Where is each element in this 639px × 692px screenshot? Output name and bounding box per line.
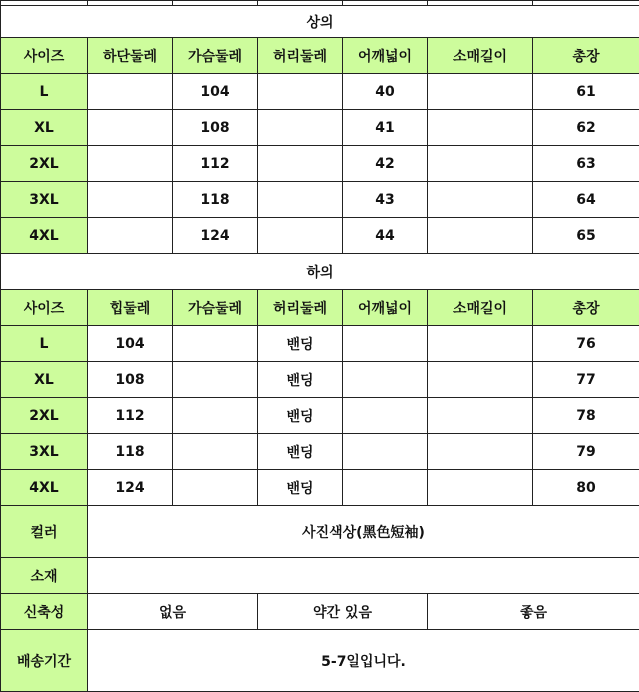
table-cell (428, 182, 533, 218)
table-cell (258, 182, 343, 218)
table-cell: 79 (533, 434, 639, 470)
table-cell: 밴딩 (258, 434, 343, 470)
table-cell (88, 110, 173, 146)
material-row (1, 558, 639, 594)
table-row (1, 218, 639, 254)
table-cell (88, 182, 173, 218)
table-row (1, 470, 639, 506)
table-cell (428, 110, 533, 146)
table-cell: 78 (533, 398, 639, 434)
size-cell: XL (1, 110, 88, 146)
table-row (1, 182, 639, 218)
table-row (1, 110, 639, 146)
size-cell: 4XL (1, 470, 88, 506)
table-cell (88, 218, 173, 254)
size-cell: 2XL (1, 146, 88, 182)
stretch-option-none: 없음 (88, 594, 258, 630)
table-cell: 118 (88, 434, 173, 470)
column-header: 사이즈 (1, 290, 88, 326)
table-cell: 밴딩 (258, 326, 343, 362)
table-cell: 65 (533, 218, 639, 254)
shipping-value: 5-7일입니다. (88, 630, 639, 692)
table-cell (173, 470, 258, 506)
table-cell: 118 (173, 182, 258, 218)
table-cell (343, 362, 428, 398)
table-cell (258, 74, 343, 110)
table-cell: 108 (88, 362, 173, 398)
table-cell: 108 (173, 110, 258, 146)
table-cell: 63 (533, 146, 639, 182)
table-cell: 77 (533, 362, 639, 398)
table-cell: 41 (343, 110, 428, 146)
table-cell: 104 (173, 74, 258, 110)
table-cell: 80 (533, 470, 639, 506)
table-cell (258, 218, 343, 254)
table-cell (343, 326, 428, 362)
table-cell (343, 470, 428, 506)
column-header: 총장 (533, 38, 639, 74)
table-row (1, 398, 639, 434)
table-cell (428, 146, 533, 182)
table-cell: 밴딩 (258, 398, 343, 434)
table-row (1, 362, 639, 398)
color-label: 컬러 (1, 506, 88, 558)
column-header: 어깨넓이 (343, 290, 428, 326)
table-cell: 밴딩 (258, 362, 343, 398)
color-row (1, 506, 639, 558)
size-cell: 3XL (1, 182, 88, 218)
table-cell: 124 (88, 470, 173, 506)
stretch-row (1, 594, 639, 630)
table-cell (173, 326, 258, 362)
column-header: 허리둘레 (258, 38, 343, 74)
table-cell (258, 146, 343, 182)
table-cell (88, 146, 173, 182)
table-cell: 44 (343, 218, 428, 254)
table-row (1, 146, 639, 182)
bottoms-title-row (1, 254, 639, 290)
column-header: 소매길이 (428, 290, 533, 326)
bottoms-header-row (1, 290, 639, 326)
size-cell: 4XL (1, 218, 88, 254)
table-cell (428, 218, 533, 254)
table-row (1, 74, 639, 110)
size-cell: L (1, 74, 88, 110)
table-cell (428, 326, 533, 362)
table-cell (173, 362, 258, 398)
table-cell (173, 398, 258, 434)
shipping-label: 배송기간 (1, 630, 88, 692)
table-cell (428, 434, 533, 470)
table-cell: 밴딩 (258, 470, 343, 506)
shipping-row (1, 630, 639, 692)
stretch-option-good: 좋음 (428, 594, 639, 630)
table-cell (173, 434, 258, 470)
table-cell (428, 362, 533, 398)
table-cell: 62 (533, 110, 639, 146)
stretch-label: 신축성 (1, 594, 88, 630)
material-label: 소재 (1, 558, 88, 594)
table-cell (428, 74, 533, 110)
table-cell (88, 74, 173, 110)
color-value: 사진색상(黑色短袖) (88, 506, 639, 558)
tops-header-row (1, 38, 639, 74)
table-cell: 104 (88, 326, 173, 362)
tops-section-title: 상의 (1, 6, 639, 38)
table-cell (343, 398, 428, 434)
table-cell: 112 (88, 398, 173, 434)
table-cell (343, 434, 428, 470)
table-cell: 43 (343, 182, 428, 218)
table-cell (428, 398, 533, 434)
column-header: 어깨넓이 (343, 38, 428, 74)
column-header: 가슴둘레 (173, 290, 258, 326)
table-cell: 76 (533, 326, 639, 362)
size-cell: L (1, 326, 88, 362)
column-header: 총장 (533, 290, 639, 326)
bottoms-section-title: 하의 (1, 254, 639, 290)
size-cell: 2XL (1, 398, 88, 434)
column-header: 소매길이 (428, 38, 533, 74)
table-cell: 61 (533, 74, 639, 110)
size-cell: 3XL (1, 434, 88, 470)
table-cell (428, 470, 533, 506)
table-cell (258, 110, 343, 146)
table-row (1, 326, 639, 362)
table-row (1, 434, 639, 470)
size-cell: XL (1, 362, 88, 398)
column-header: 가슴둘레 (173, 38, 258, 74)
column-header: 하단둘레 (88, 38, 173, 74)
tops-title-row (1, 6, 639, 38)
table-cell: 42 (343, 146, 428, 182)
column-header: 사이즈 (1, 38, 88, 74)
table-cell: 112 (173, 146, 258, 182)
stretch-option-slight: 약간 있음 (258, 594, 428, 630)
table-cell: 40 (343, 74, 428, 110)
column-header: 허리둘레 (258, 290, 343, 326)
material-value (88, 558, 639, 594)
table-cell: 64 (533, 182, 639, 218)
table-cell: 124 (173, 218, 258, 254)
column-header: 힙둘레 (88, 290, 173, 326)
